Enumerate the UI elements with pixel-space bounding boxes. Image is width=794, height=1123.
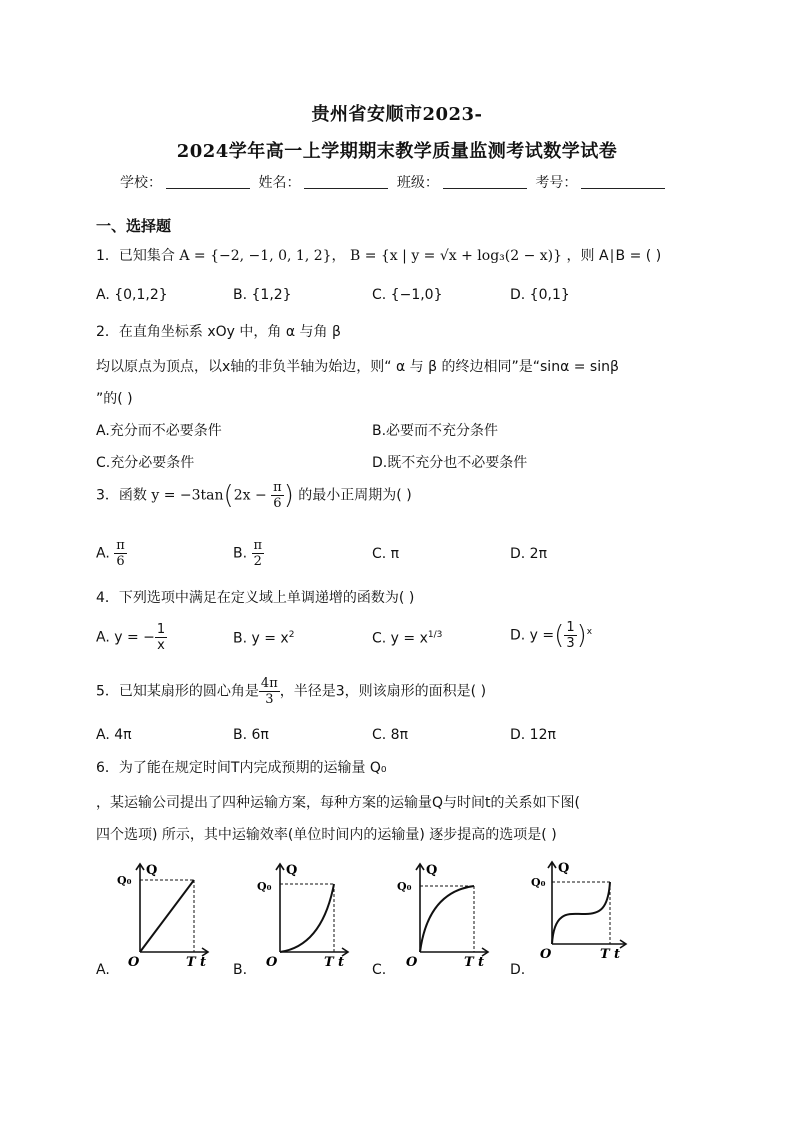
q1-option-a: A. {0,1,2} [96, 287, 168, 303]
q3-option-a: A. $\frac{\pi}{6}$ [96, 538, 125, 569]
q1-option-d: D. {0,1} [510, 287, 570, 303]
svg-text:Q: Q [426, 863, 438, 878]
q5-fraction: $\frac{4\pi}{3}$ [260, 676, 278, 707]
question-6-line-2: ，某运输公司提出了四种运输方案，每种方案的运输量Q与时间t的关系如下图( [96, 795, 580, 811]
q2-option-d: D.既不充分也不必要条件 [372, 455, 528, 471]
graph-c [392, 860, 492, 972]
q3-fraction: $\frac{\pi}{6}$ [273, 480, 282, 511]
q5-option-a: A. 4π [96, 727, 132, 743]
question-6-line-3: 四个选项) 所示，其中运输效率(单位时间内的运输量) 逐步提高的选项是( ) [96, 827, 557, 843]
name-blank [304, 188, 388, 189]
q3-function: y = −3tan [151, 487, 224, 504]
q4-option-d: D. y =( $\frac{1}{3}$ )$^x$ [510, 620, 593, 651]
q4-option-a: A. y = − $\frac{1}{x}$ [96, 622, 166, 653]
q3-option-b: B. $\frac{\pi}{2}$ [233, 538, 263, 569]
name-label: 姓名： [258, 175, 301, 191]
svg-text:O: O [128, 955, 140, 970]
q3-option-d: D. 2π [510, 546, 548, 562]
q1-tail: ，则 A∣B = ( ) [566, 248, 662, 264]
q2-option-b: B.必要而不充分条件 [372, 423, 499, 439]
svg-text:T: T [324, 955, 334, 970]
q3-suffix: 的最小正周期为( ) [298, 487, 412, 504]
graph-a [112, 860, 212, 972]
school-blank [166, 188, 250, 189]
q5-option-c: C. 8π [372, 727, 409, 743]
q1-option-c: C. {−1,0} [372, 287, 443, 303]
q1-option-b: B. {1,2} [233, 287, 292, 303]
q4-option-b: B. $y = x^2$ [233, 630, 295, 647]
graph-b [252, 860, 352, 972]
q1-separator: ， [331, 248, 346, 264]
svg-text:Q: Q [286, 863, 298, 878]
svg-text:O: O [266, 955, 278, 970]
question-1 [96, 245, 661, 265]
svg-text:Q: Q [558, 861, 570, 876]
exam-number-label: 考号： [535, 175, 578, 191]
school-label: 学校： [120, 175, 162, 191]
q1-set-a: A = {−2, −1, 0, 1, 2} [179, 248, 332, 264]
svg-text:O: O [540, 947, 552, 962]
svg-text:t: t [614, 947, 621, 962]
student-info [120, 172, 669, 192]
section-heading: 一、选择题 [96, 217, 172, 235]
q6-option-d: D. [510, 962, 526, 978]
svg-text:T: T [600, 947, 610, 962]
q2-option-a: A.充分而不必要条件 [96, 423, 222, 439]
svg-text:Q₀: Q₀ [117, 874, 132, 887]
svg-text:Q₀: Q₀ [397, 880, 412, 893]
question-4: 4．下列选项中满足在定义域上单调递增的函数为( ) [96, 590, 415, 606]
class-blank [443, 188, 527, 189]
question-2-line-3: ”的( ) [96, 391, 133, 407]
q3-prefix: 3．函数 [96, 487, 147, 504]
svg-text:Q: Q [146, 863, 158, 878]
question-3: 3．函数 y = −3tan(2x − $\frac{\pi}{6}$ ) 的最小正周期为( ) [96, 480, 412, 511]
q5-option-b: B. 6π [233, 727, 269, 743]
title-line-2: 2024学年高一上学期期末教学质量监测考试数学试卷 [176, 141, 618, 162]
q5-suffix: ，半径是3，则该扇形的面积是( ) [279, 683, 487, 700]
question-5 [96, 676, 486, 707]
svg-text:Q₀: Q₀ [531, 876, 546, 889]
svg-text:t: t [200, 955, 207, 970]
graph-d [530, 860, 630, 972]
q2-option-c: C.充分必要条件 [96, 455, 195, 471]
svg-text:T: T [186, 955, 196, 970]
class-label: 班级： [396, 175, 439, 191]
q4-option-c: C. $y = x^{1/3}$ [372, 630, 443, 647]
q5-prefix: 5．已知某扇形的圆心角是 [96, 683, 259, 700]
q6-option-c: C. [372, 962, 387, 978]
svg-text:t: t [478, 955, 485, 970]
q3-option-c: C. π [372, 546, 400, 562]
title-line-1: 贵州省安顺市2023- [311, 104, 483, 125]
svg-text:T: T [464, 955, 474, 970]
question-2-line-2: 均以原点为顶点，以x轴的非负半轴为始边，则“ α 与 β 的终边相同”是“sinα = sinβ [96, 359, 619, 375]
q1-set-b: B = {x | y = √x + log₃(2 − x)} [349, 248, 563, 264]
q6-option-a: A. [96, 962, 110, 978]
svg-text:Q₀: Q₀ [257, 880, 272, 893]
exam-number-blank [581, 188, 665, 189]
q1-prefix: 1．已知集合 [96, 248, 175, 264]
question-6-line-1: 6．为了能在规定时间T内完成预期的运输量 Q₀ [96, 760, 387, 776]
question-2-line-1: 2．在直角坐标系 xOy 中，角 α 与角 β [96, 324, 341, 340]
q5-option-d: D. 12π [510, 727, 556, 743]
q3-argument: 2x − [233, 487, 267, 504]
svg-text:t: t [338, 955, 345, 970]
q6-option-b: B. [233, 962, 248, 978]
svg-text:O: O [406, 955, 418, 970]
